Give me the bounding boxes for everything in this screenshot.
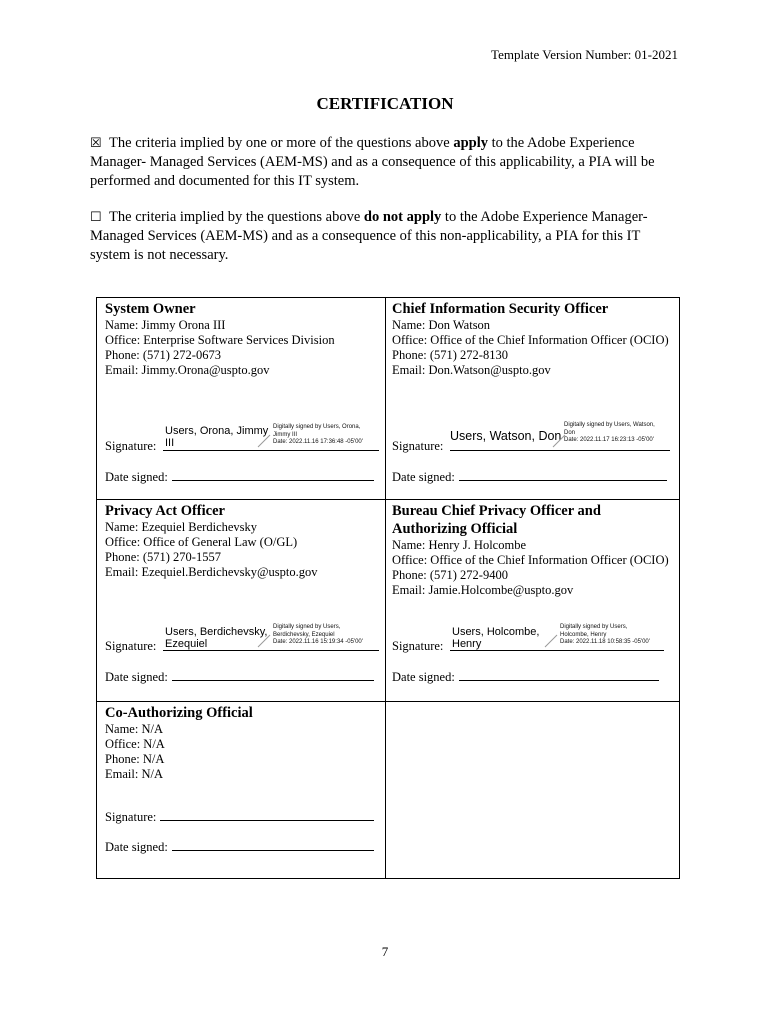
digital-line1: Digitally signed by Users, Orona, xyxy=(273,424,361,430)
digital-signature-stamp xyxy=(560,624,650,647)
system-owner-signature-row xyxy=(105,418,381,454)
signature-label: Signature: xyxy=(105,810,157,824)
privacy-act-officer-cell xyxy=(105,502,381,700)
signer-name-line2: III xyxy=(165,437,175,449)
signature-check-icon xyxy=(257,434,271,448)
option-not-apply-emphasis: do not apply xyxy=(363,209,442,225)
ciso-cell xyxy=(392,300,678,498)
bureau-chief-cell xyxy=(392,502,678,700)
date-line[interactable] xyxy=(172,680,374,681)
signer-name xyxy=(165,626,268,650)
signer-name-line1: Users, Berdichevsky, xyxy=(165,626,268,638)
digital-signature-stamp xyxy=(273,424,363,447)
signer-name xyxy=(452,626,539,650)
signer-name-line2: Ezequiel xyxy=(165,638,208,650)
digital-date: Date: 2022.11.18 10:58:35 -05'00' xyxy=(560,639,650,645)
digital-line2: Don xyxy=(564,429,576,436)
table-divider-row1 xyxy=(97,499,679,500)
ciso-name: Name: Don Watson xyxy=(392,318,491,332)
signer-name-line1: Users, Orona, Jimmy xyxy=(165,425,269,437)
signature-line[interactable] xyxy=(450,450,670,451)
ciso-signature-row xyxy=(392,418,678,454)
option-apply xyxy=(90,133,680,191)
signature-line[interactable] xyxy=(163,650,379,651)
digital-signature-stamp xyxy=(273,624,363,647)
page-number: 7 xyxy=(381,944,389,959)
table-divider-vertical xyxy=(385,298,386,878)
co-authorizing-email: Email: N/A xyxy=(105,767,163,781)
digital-date: Date: 2022.11.16 15:19:34 -05'00' xyxy=(273,639,363,645)
signature-check-icon xyxy=(257,634,271,648)
co-authorizing-signature-row xyxy=(105,810,374,825)
bureau-chief-date-row xyxy=(392,670,659,685)
ciso-heading: Chief Information Security Officer xyxy=(392,301,609,317)
digital-line1: Digitally signed by Users, Watson, xyxy=(564,422,655,428)
ciso-office: Office: Office of the Chief Information Officer (OCIO) xyxy=(392,333,669,347)
privacy-act-officer-signature-row xyxy=(105,618,381,654)
bureau-chief-office: Office: Office of the Chief Information Officer (OCIO) xyxy=(392,553,669,567)
signer-name-line1: Users, Holcombe, xyxy=(452,626,540,638)
signature-table xyxy=(96,297,680,879)
bureau-chief-signature-row xyxy=(392,618,678,654)
date-label: Date signed: xyxy=(392,670,455,684)
signer-name-line1: Users, Watson, Don xyxy=(450,429,562,443)
signer-name xyxy=(165,425,268,449)
system-owner-cell xyxy=(105,300,381,498)
option-not-apply-text-after: to the Adobe Experience Manager- Managed Services (AEM-MS) and as a consequence of this non-applicability, a PIA for this IT system is not necessary. xyxy=(90,209,648,263)
bureau-chief-heading-line2: Authorizing Official xyxy=(392,521,518,537)
date-line[interactable] xyxy=(172,850,374,851)
privacy-act-officer-heading: Privacy Act Officer xyxy=(105,503,225,519)
digital-line2: Berdichevsky, Ezequiel xyxy=(273,631,335,638)
ciso-date-row xyxy=(392,470,667,485)
digital-line1: Digitally signed by Users, xyxy=(273,624,341,630)
co-authorizing-office: Office: N/A xyxy=(105,737,165,751)
bureau-chief-phone: Phone: (571) 272-9400 xyxy=(392,568,508,582)
system-owner-date-row xyxy=(105,470,374,485)
date-line[interactable] xyxy=(172,480,374,481)
bureau-chief-name: Name: Henry J. Holcombe xyxy=(392,538,526,552)
co-authorizing-name: Name: N/A xyxy=(105,722,163,736)
date-line[interactable] xyxy=(459,480,667,481)
option-apply-emphasis: apply xyxy=(453,135,488,151)
date-label: Date signed: xyxy=(105,840,168,854)
system-owner-heading: System Owner xyxy=(105,301,196,317)
privacy-act-officer-name: Name: Ezequiel Berdichevsky xyxy=(105,520,258,534)
signer-name xyxy=(450,430,561,442)
option-not-apply xyxy=(90,207,680,265)
signature-label: Signature: xyxy=(105,439,157,453)
digital-date: Date: 2022.11.17 16:23:13 -05'00' xyxy=(564,437,654,443)
empty-cell xyxy=(392,704,678,878)
co-authorizing-heading: Co-Authorizing Official xyxy=(105,705,253,721)
privacy-act-officer-office: Office: Office of General Law (O/GL) xyxy=(105,535,298,549)
date-label: Date signed: xyxy=(392,470,455,484)
option-apply-text-before: The criteria implied by one or more of the questions above xyxy=(109,135,454,151)
system-owner-phone: Phone: (571) 272-0673 xyxy=(105,348,221,362)
signature-line[interactable] xyxy=(450,650,664,651)
date-label: Date signed: xyxy=(105,470,168,484)
unchecked-box-icon[interactable]: ☐ xyxy=(90,209,102,224)
option-not-apply-text-before: The criteria implied by the questions above xyxy=(109,209,364,225)
date-line[interactable] xyxy=(459,680,659,681)
bureau-chief-email: Email: Jamie.Holcombe@uspto.gov xyxy=(392,583,574,597)
signature-line[interactable] xyxy=(160,820,374,821)
signature-label: Signature: xyxy=(392,639,444,653)
signature-line[interactable] xyxy=(163,450,379,451)
co-authorizing-cell xyxy=(105,704,381,878)
privacy-act-officer-email: Email: Ezequiel.Berdichevsky@uspto.gov xyxy=(105,565,318,579)
privacy-act-officer-date-row xyxy=(105,670,374,685)
co-authorizing-date-row xyxy=(105,840,374,855)
page-title: CERTIFICATION xyxy=(316,94,454,113)
signature-label: Signature: xyxy=(105,639,157,653)
bureau-chief-heading-line1: Bureau Chief Privacy Officer and xyxy=(392,503,601,519)
signature-check-icon xyxy=(544,634,558,648)
co-authorizing-phone: Phone: N/A xyxy=(105,752,165,766)
digital-line2: Jimmy III xyxy=(273,431,297,438)
digital-signature-stamp xyxy=(564,422,655,445)
signature-label: Signature: xyxy=(392,439,444,453)
table-divider-row2 xyxy=(97,701,679,702)
system-owner-office: Office: Enterprise Software Services Division xyxy=(105,333,335,347)
checked-box-icon[interactable]: ☒ xyxy=(90,135,102,150)
option-apply-text-after: to the Adobe Experience Manager- Managed Services (AEM-MS) and as a consequence of this applicability, a PIA will be performed and documented for this IT system. xyxy=(90,135,655,189)
digital-line1: Digitally signed by Users, xyxy=(560,624,628,630)
digital-date: Date: 2022.11.16 17:36:48 -05'00' xyxy=(273,439,363,445)
system-owner-name: Name: Jimmy Orona III xyxy=(105,318,226,332)
signer-name-line2: Henry xyxy=(452,638,482,650)
template-version: Template Version Number: 01-2021 xyxy=(491,47,678,62)
system-owner-email: Email: Jimmy.Orona@uspto.gov xyxy=(105,363,270,377)
privacy-act-officer-phone: Phone: (571) 270-1557 xyxy=(105,550,221,564)
ciso-phone: Phone: (571) 272-8130 xyxy=(392,348,508,362)
ciso-email: Email: Don.Watson@uspto.gov xyxy=(392,363,551,377)
date-label: Date signed: xyxy=(105,670,168,684)
digital-line2: Holcombe, Henry xyxy=(560,631,607,638)
